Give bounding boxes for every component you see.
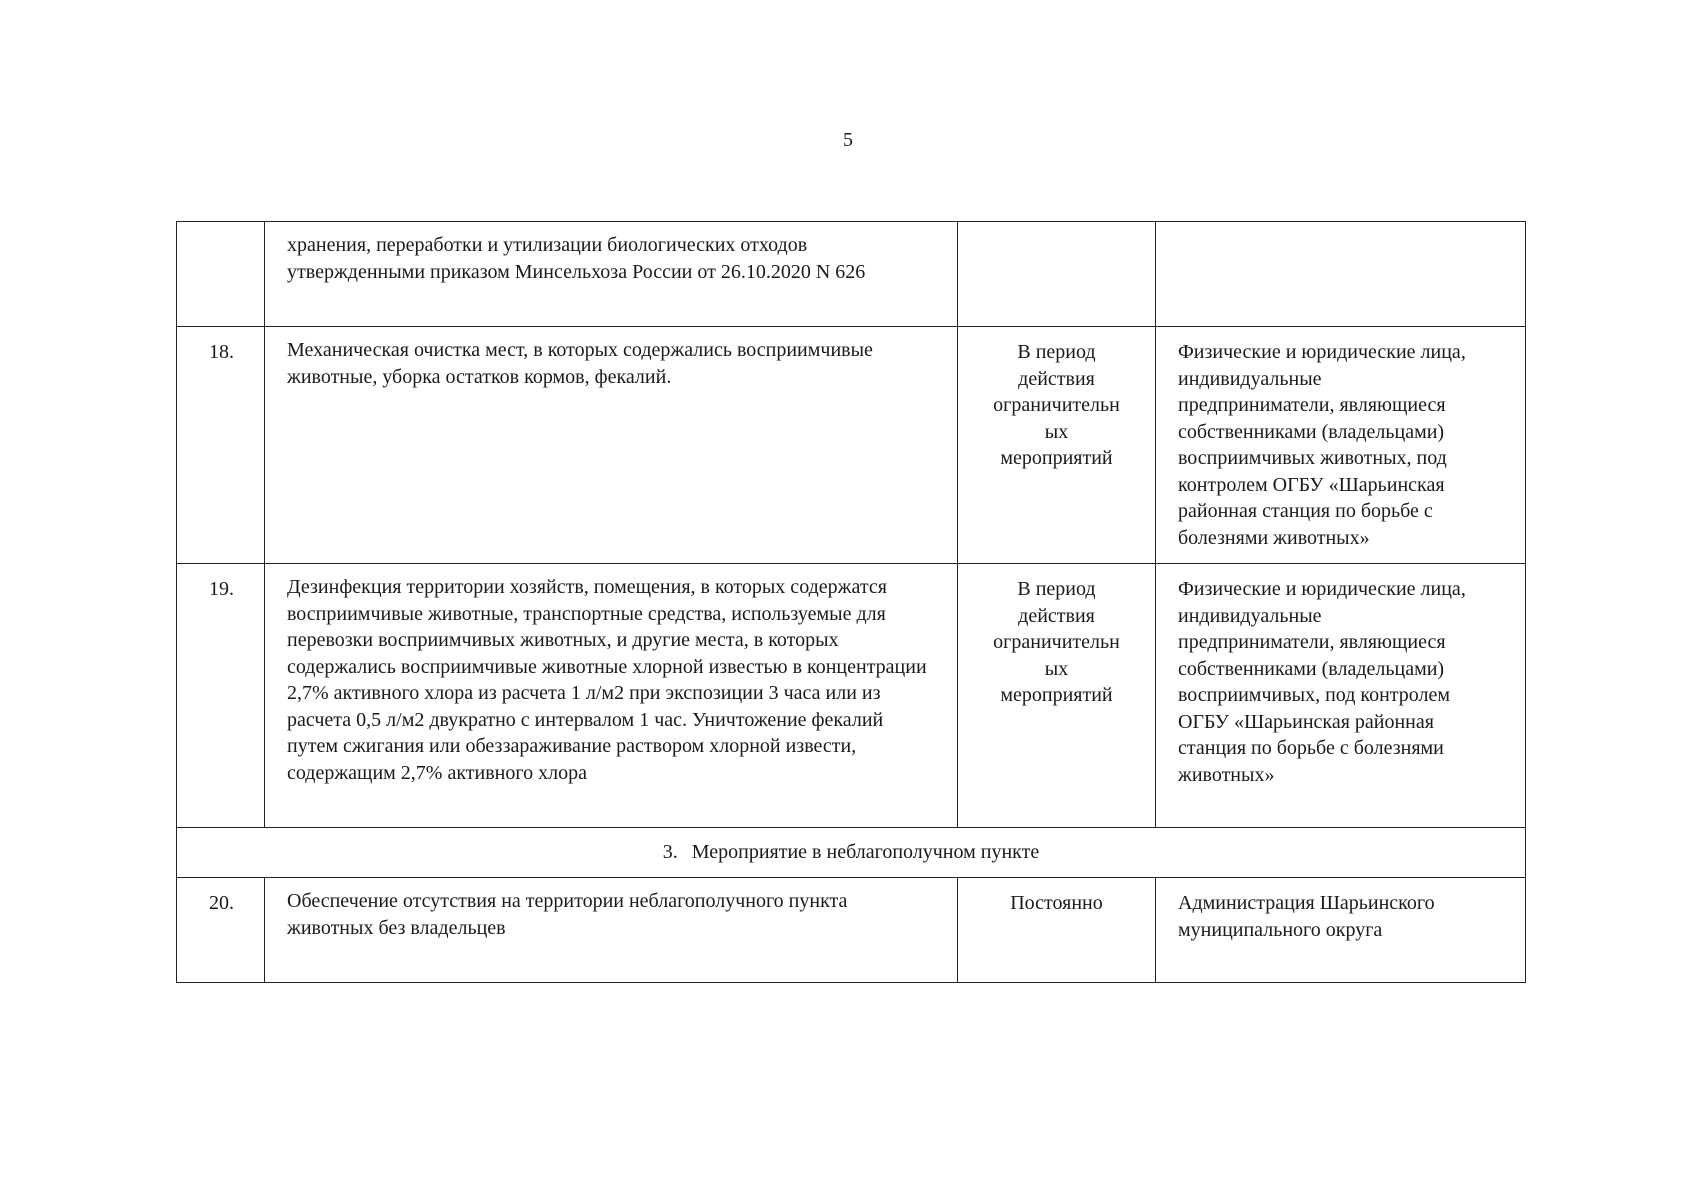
term-line: Постоянно: [1010, 892, 1103, 914]
term-line: ых: [1044, 657, 1069, 680]
table-row-20: [177, 878, 1526, 983]
responsible-line: собственниками (владельцами): [1178, 420, 1445, 443]
row-number-cell: [177, 222, 265, 327]
row-number-cell: 20.: [177, 878, 265, 983]
responsible-line: восприимчивых, под контролем: [1178, 684, 1451, 706]
responsible-line: восприимчивых животных, под: [1178, 447, 1447, 469]
responsible-line: Физические и юридические лица,: [1178, 578, 1466, 600]
term-line: действия: [1018, 604, 1095, 627]
term-cell: [958, 222, 1156, 327]
section-header-cell: [177, 828, 1526, 878]
responsible-line: животных»: [1178, 763, 1275, 786]
measures-table: [176, 221, 1526, 983]
table-row-19: [177, 564, 1526, 828]
term-cell: [958, 878, 1156, 983]
term-cell: [958, 564, 1156, 828]
responsible-cell: [1156, 564, 1526, 828]
term-cell: [958, 327, 1156, 564]
responsible-cell: [1156, 327, 1526, 564]
row-number-cell: 19.: [177, 564, 265, 828]
section-header-row: [177, 828, 1526, 878]
responsible-cell: [1156, 878, 1526, 983]
action-cell: хранения, переработки и утилизации биологических отходов утвержденными приказом Минсельхоза России от 26.10.2020 N 626: [265, 222, 958, 327]
term-line: действия: [1018, 367, 1095, 390]
responsible-line: Администрация Шарьинского: [1178, 892, 1435, 914]
page-number: 5: [843, 129, 853, 151]
responsible-line: контролем ОГБУ «Шарьинская: [1178, 473, 1445, 496]
responsible-line: индивидуальные: [1178, 604, 1322, 627]
responsible-line: районная станция по борьбе с: [1178, 500, 1433, 522]
section-title: Мероприятие в неблагополучном пункте: [691, 841, 1040, 864]
responsible-line: индивидуальные: [1178, 367, 1322, 390]
table-row-continued: [177, 222, 1526, 327]
responsible-line: ОГБУ «Шарьинская районная: [1178, 710, 1434, 733]
section-number: 3.: [662, 841, 678, 864]
responsible-line: Физические и юридические лица,: [1178, 341, 1466, 363]
responsible-cell: [1156, 222, 1526, 327]
responsible-line: муниципального округа: [1178, 918, 1383, 941]
action-cell: Механическая очистка мест, в которых содержались восприимчивые животные, уборка остатков кормов, фекалий.: [265, 327, 958, 564]
row-number-cell: 18.: [177, 327, 265, 564]
responsible-line: болезнями животных»: [1178, 526, 1370, 549]
responsible-line: предприниматели, являющиеся: [1178, 631, 1446, 653]
table-row-18: [177, 327, 1526, 564]
term-line: ограничительн: [993, 394, 1120, 416]
term-line: В период: [1017, 341, 1096, 363]
term-line: мероприятий: [1000, 447, 1113, 469]
term-line: ых: [1044, 420, 1069, 443]
responsible-line: станция по борьбе с болезнями: [1178, 737, 1444, 759]
responsible-line: собственниками (владельцами): [1178, 657, 1445, 680]
term-line: В период: [1017, 578, 1096, 600]
term-line: мероприятий: [1000, 684, 1113, 706]
action-cell: Обеспечение отсутствия на территории неблагополучного пункта животных без владельцев: [265, 878, 958, 983]
term-line: ограничительн: [993, 631, 1120, 653]
action-cell: Дезинфекция территории хозяйств, помещения, в которых содержатся восприимчивые животные, транспортные средства, используемые для перевозки восприимчивых животных, и другие места, в которых содержались восприимчивые животные хлорной известью в концентрации 2,7% активного хлора из расчета 1 л/м2 при экспозиции 3 часа или из расчета 0,5 л/м2 двукратно с интервалом 1 час. Уничтожение фекалий путем сжигания или обеззараживание раствором хлорной извести, содержащим 2,7% активного хлора: [265, 564, 958, 828]
responsible-line: предприниматели, являющиеся: [1178, 394, 1446, 416]
